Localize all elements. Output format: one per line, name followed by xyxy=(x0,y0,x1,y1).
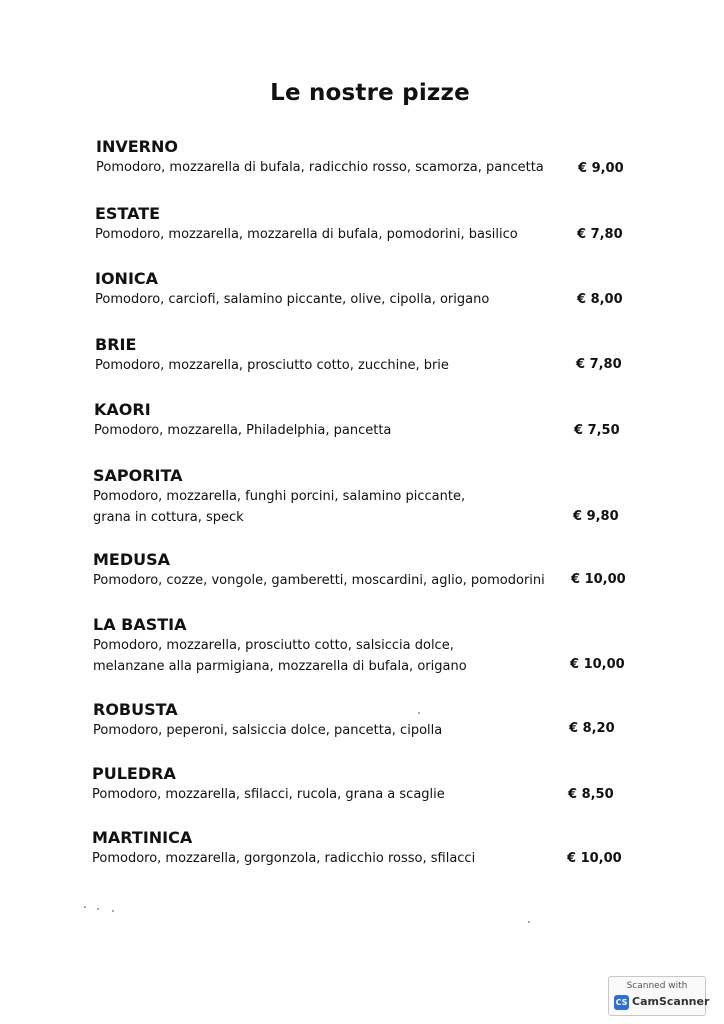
pizza-price: € 7,80 xyxy=(577,227,623,242)
pizza-price: € 10,00 xyxy=(570,657,625,672)
pizza-ingredients: Pomodoro, mozzarella, gorgonzola, radicchio rosso, sfilacci xyxy=(92,851,476,866)
camscanner-watermark xyxy=(608,976,710,1016)
pizza-ingredients: Pomodoro, mozzarella, Philadelphia, pancetta xyxy=(94,423,392,438)
pizza-ingredients: Pomodoro, cozze, vongole, gamberetti, moscardini, aglio, pomodorini xyxy=(93,573,545,588)
menu-item xyxy=(96,137,656,178)
menu-item xyxy=(93,466,653,528)
pizza-price: € 7,50 xyxy=(574,423,620,438)
pizza-ingredients: Pomodoro, mozzarella, sfilacci, rucola, grana a scaglie xyxy=(92,787,445,802)
pizza-ingredients: Pomodoro, mozzarella, prosciutto cotto, zucchine, brie xyxy=(95,358,449,373)
pizza-name: KAORI xyxy=(94,400,151,419)
pizza-ingredients: Pomodoro, mozzarella, mozzarella di bufala, pomodorini, basilico xyxy=(95,227,518,242)
pizza-name: PULEDRA xyxy=(92,764,176,783)
pizza-ingredients: grana in cottura, speck xyxy=(93,510,244,525)
pizza-ingredients: Pomodoro, mozzarella, funghi porcini, salamino piccante, xyxy=(93,489,466,504)
menu-item xyxy=(93,615,653,677)
pizza-price: € 7,80 xyxy=(576,357,622,372)
pizza-ingredients: Pomodoro, carciofi, salamino piccante, olive, cipolla, origano xyxy=(95,292,490,307)
camscanner-logo-icon: CS xyxy=(614,995,629,1010)
page-title: Le nostre pizze xyxy=(270,80,470,106)
pizza-price: € 9,80 xyxy=(573,509,619,524)
speck xyxy=(84,906,86,908)
pizza-price: € 8,20 xyxy=(569,721,615,736)
pizza-name: SAPORITA xyxy=(93,466,183,485)
pizza-price: € 9,00 xyxy=(578,161,624,176)
pizza-ingredients: Pomodoro, mozzarella, prosciutto cotto, salsiccia dolce, xyxy=(93,638,454,653)
watermark-brand: CamScanner xyxy=(632,995,710,1008)
pizza-name: INVERNO xyxy=(96,137,178,156)
pizza-name: ROBUSTA xyxy=(93,700,178,719)
pizza-name: LA BASTIA xyxy=(93,615,187,634)
pizza-ingredients: melanzane alla parmigiana, mozzarella di bufala, origano xyxy=(93,659,467,674)
pizza-name: MEDUSA xyxy=(93,550,171,569)
menu-item xyxy=(93,550,653,591)
pizza-price: € 10,00 xyxy=(567,851,622,866)
speck xyxy=(112,910,114,912)
speck xyxy=(528,921,530,923)
speck xyxy=(97,908,99,910)
watermark-caption: Scanned with xyxy=(626,981,688,991)
menu-item xyxy=(95,204,655,245)
pizza-name: ESTATE xyxy=(95,204,161,223)
pizza-price: € 10,00 xyxy=(571,572,626,587)
pizza-name: IONICA xyxy=(95,269,159,288)
pizza-price: € 8,50 xyxy=(568,787,614,802)
pizza-name: BRIE xyxy=(95,335,137,354)
pizza-ingredients: Pomodoro, mozzarella di bufala, radicchio rosso, scamorza, pancetta xyxy=(96,160,544,175)
pizza-name: MARTINICA xyxy=(92,828,193,847)
speck xyxy=(418,712,420,714)
menu-item xyxy=(95,269,655,310)
menu-item xyxy=(94,400,654,441)
menu-item xyxy=(95,335,655,376)
pizza-ingredients: Pomodoro, peperoni, salsiccia dolce, pancetta, cipolla xyxy=(93,723,443,738)
pizza-price: € 8,00 xyxy=(577,292,623,307)
